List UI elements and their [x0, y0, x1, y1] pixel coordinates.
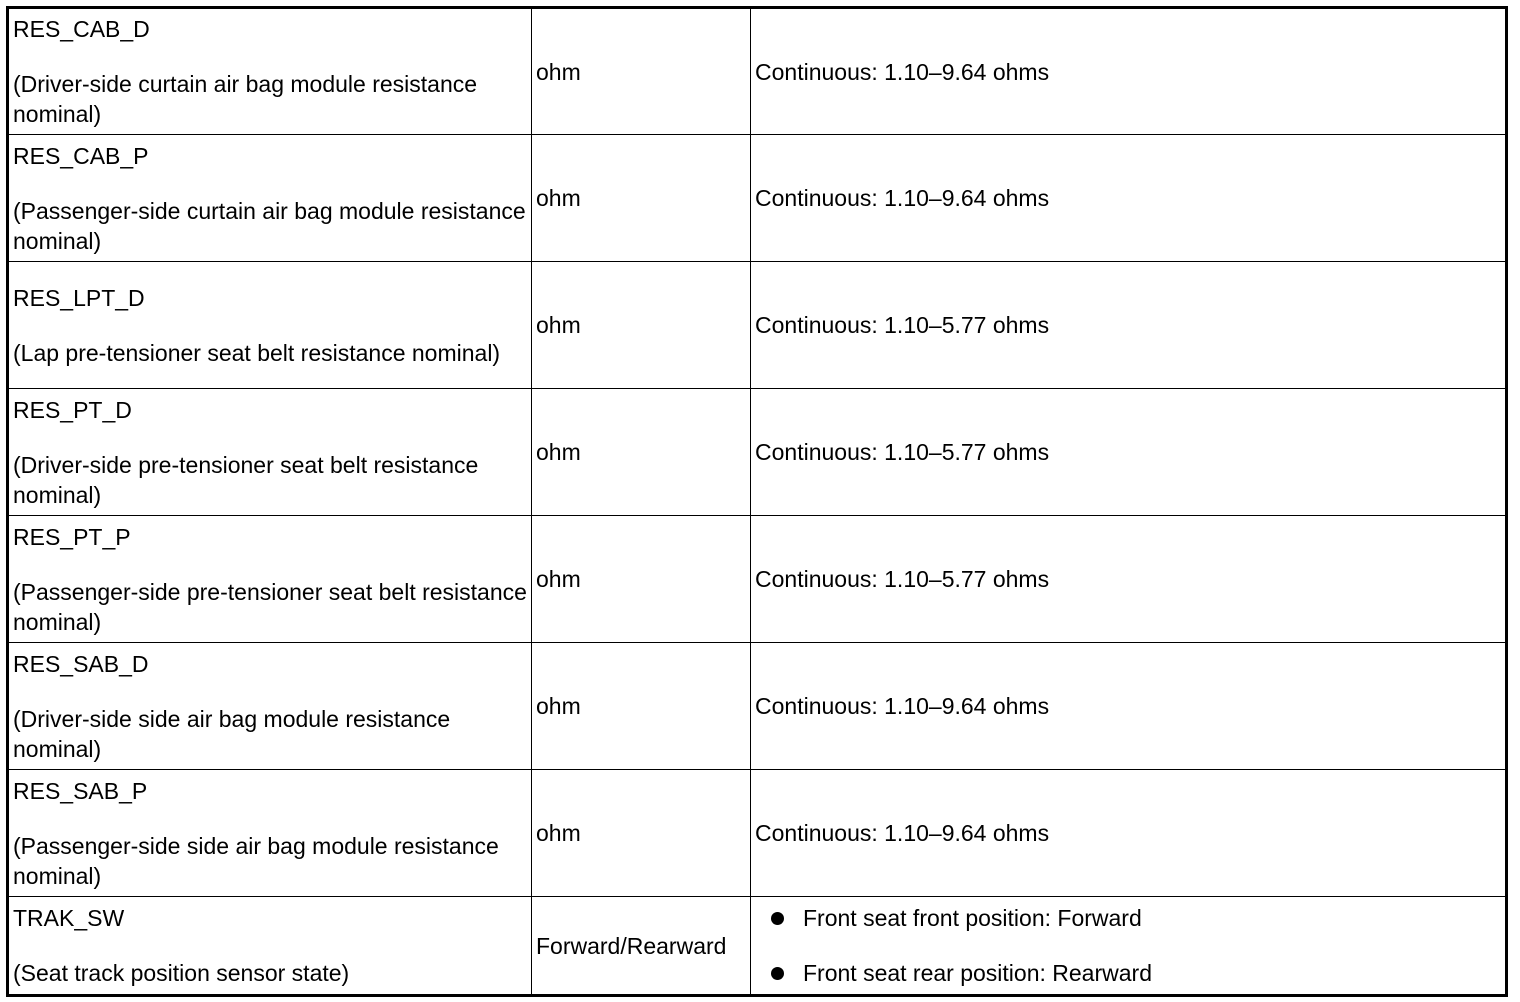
pid-cell	[8, 8, 532, 135]
pid-description: (Driver-side side air bag module resistance nominal)	[13, 705, 451, 762]
pid-name: RES_CAB_D	[13, 16, 150, 42]
pid-name: RES_LPT_D	[13, 284, 145, 311]
pid-spec-table	[6, 6, 1508, 997]
table-row	[8, 516, 1507, 643]
pid-description: (Driver-side curtain air bag module resistance nominal)	[13, 71, 478, 127]
bullet-icon	[771, 967, 784, 980]
pid-name: RES_PT_D	[13, 396, 132, 423]
pid-cell	[8, 516, 532, 643]
unit-cell: ohm	[532, 8, 751, 135]
pid-description: (Lap pre-tensioner seat belt resistance nominal)	[13, 339, 501, 366]
condition-cell: Continuous: 1.10–5.77 ohms	[751, 516, 1507, 643]
pid-description: (Passenger-side curtain air bag module resistance nominal)	[13, 197, 526, 254]
table-row	[8, 389, 1507, 516]
unit-cell: Forward/Rearward	[532, 897, 751, 996]
pid-cell	[8, 770, 532, 897]
table-row	[8, 897, 1507, 996]
unit-cell: ohm	[532, 389, 751, 516]
table-row	[8, 643, 1507, 770]
unit-cell: ohm	[532, 643, 751, 770]
pid-description: (Seat track position sensor state)	[13, 960, 350, 986]
pid-name: RES_SAB_P	[13, 777, 148, 804]
pid-cell	[8, 135, 532, 262]
pid-cell	[8, 643, 532, 770]
condition-cell: Continuous: 1.10–5.77 ohms	[751, 262, 1507, 389]
unit-cell: ohm	[532, 516, 751, 643]
condition-cell: Continuous: 1.10–9.64 ohms	[751, 643, 1507, 770]
pid-name: TRAK_SW	[13, 905, 125, 931]
unit-cell: ohm	[532, 262, 751, 389]
condition-list	[755, 903, 1501, 988]
list-item	[803, 958, 1501, 988]
condition-cell: Continuous: 1.10–9.64 ohms	[751, 135, 1507, 262]
pid-cell	[8, 389, 532, 516]
pid-description: (Driver-side pre-tensioner seat belt resistance nominal)	[13, 451, 479, 508]
pid-name: RES_PT_P	[13, 523, 131, 550]
condition-text: Front seat front position: Forward	[803, 905, 1142, 931]
table-row	[8, 262, 1507, 389]
table-row	[8, 8, 1507, 135]
pid-name: RES_SAB_D	[13, 650, 149, 677]
unit-cell: ohm	[532, 135, 751, 262]
condition-text: Front seat rear position: Rearward	[803, 960, 1152, 986]
condition-cell: Continuous: 1.10–9.64 ohms	[751, 8, 1507, 135]
list-item	[803, 903, 1501, 933]
pid-name: RES_CAB_P	[13, 142, 149, 169]
pid-cell	[8, 262, 532, 389]
bullet-icon	[771, 912, 784, 925]
pid-description: (Passenger-side side air bag module resistance nominal)	[13, 832, 499, 889]
table-row	[8, 770, 1507, 897]
table-row	[8, 135, 1507, 262]
unit-cell: ohm	[532, 770, 751, 897]
condition-cell: Continuous: 1.10–5.77 ohms	[751, 389, 1507, 516]
condition-cell: Continuous: 1.10–9.64 ohms	[751, 770, 1507, 897]
pid-description: (Passenger-side pre-tensioner seat belt resistance nominal)	[13, 578, 527, 635]
condition-cell	[751, 897, 1507, 996]
pid-cell	[8, 897, 532, 996]
